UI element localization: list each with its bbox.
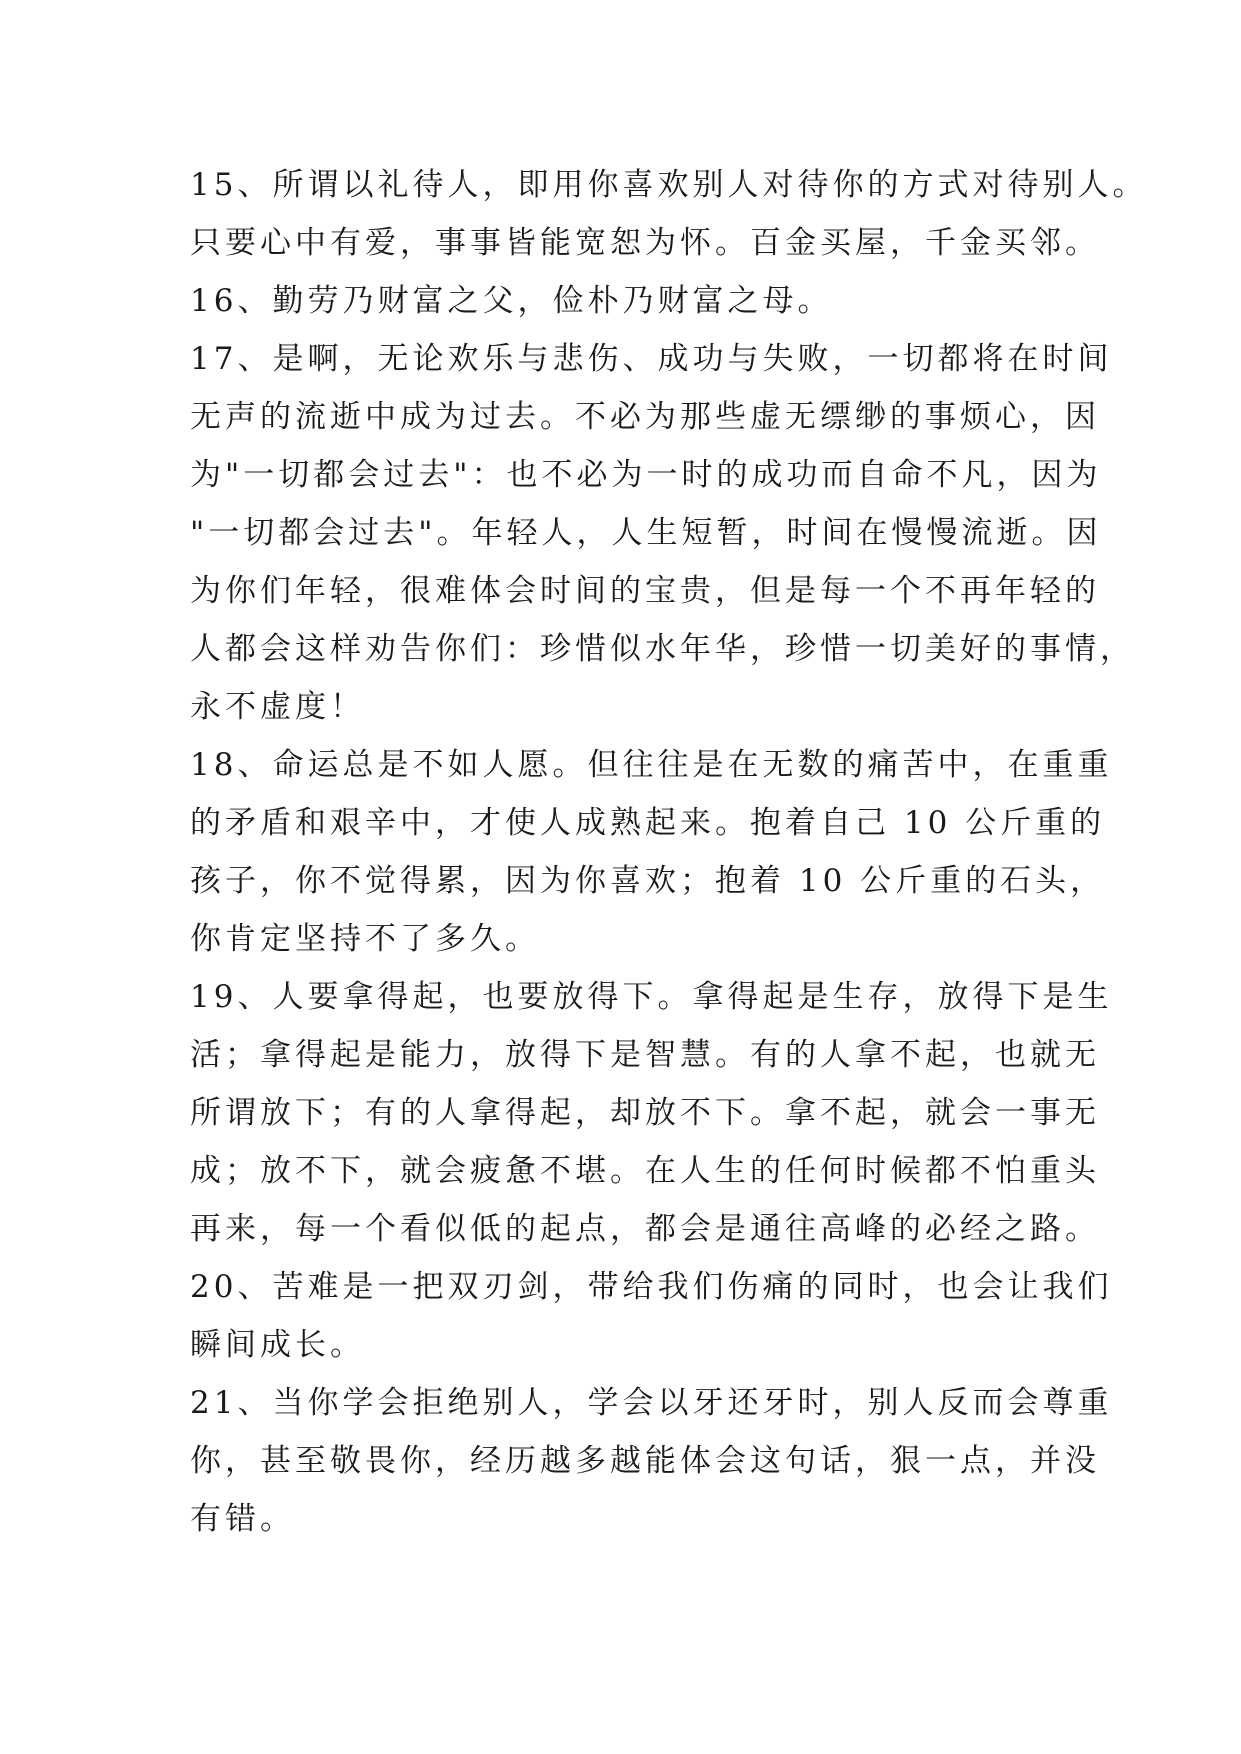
- text-line: 永不虚度！: [190, 689, 365, 725]
- text-line: 孩子，你不觉得累，因为你喜欢；抱着 10 公斤重的石头，: [190, 863, 1106, 899]
- text-line: 成；放不下，就会疲惫不堪。在人生的任何时候都不怕重头: [190, 1153, 1100, 1189]
- text-line: 15、所谓以礼待人，即用你喜欢别人对待你的方式对待别人。: [190, 167, 1148, 203]
- text-line: 你，甚至敬畏你，经历越多越能体会这句话，狠一点，并没: [190, 1443, 1100, 1479]
- text-line: 为"一切都会过去"：也不必为一时的成功而自命不凡，因为: [190, 457, 1102, 493]
- text-line: 为你们年轻，很难体会时间的宝贵，但是每一个不再年轻的: [190, 573, 1100, 609]
- text-line: 16、勤劳乃财富之父，俭朴乃财富之母。: [190, 283, 833, 319]
- text-line: 人都会这样劝告你们：珍惜似水年华，珍惜一切美好的事情，: [190, 631, 1135, 667]
- text-line: 21、当你学会拒绝别人，学会以牙还牙时，别人反而会尊重: [190, 1385, 1113, 1421]
- text-line: 19、人要拿得起，也要放得下。拿得起是生存，放得下是生: [190, 979, 1113, 1015]
- text-line: 再来，每一个看似低的起点，都会是通往高峰的必经之路。: [190, 1211, 1100, 1247]
- document-body: [190, 156, 1148, 1548]
- text-line: 瞬间成长。: [190, 1327, 365, 1363]
- text-line: 的矛盾和艰辛中，才使人成熟起来。抱着自己 10 公斤重的: [190, 805, 1106, 841]
- text-line: 18、命运总是不如人愿。但往往是在无数的痛苦中，在重重: [190, 747, 1113, 783]
- text-line: 所谓放下；有的人拿得起，却放不下。拿不起，就会一事无: [190, 1095, 1100, 1131]
- text-line: 只要心中有爱，事事皆能宽恕为怀。百金买屋，千金买邻。: [190, 225, 1100, 261]
- text-line: 你肯定坚持不了多久。: [190, 921, 540, 957]
- text-line: 无声的流逝中成为过去。不必为那些虚无缥缈的事烦心，因: [190, 399, 1100, 435]
- text-line: "一切都会过去"。年轻人，人生短暂，时间在慢慢流逝。因: [190, 515, 1102, 551]
- text-line: 17、是啊，无论欢乐与悲伤、成功与失败，一切都将在时间: [190, 341, 1113, 377]
- text-line: 20、苦难是一把双刃剑，带给我们伤痛的同时，也会让我们: [190, 1269, 1113, 1305]
- text-line: 有错。: [190, 1501, 295, 1537]
- text-line: 活；拿得起是能力，放得下是智慧。有的人拿不起，也就无: [190, 1037, 1100, 1073]
